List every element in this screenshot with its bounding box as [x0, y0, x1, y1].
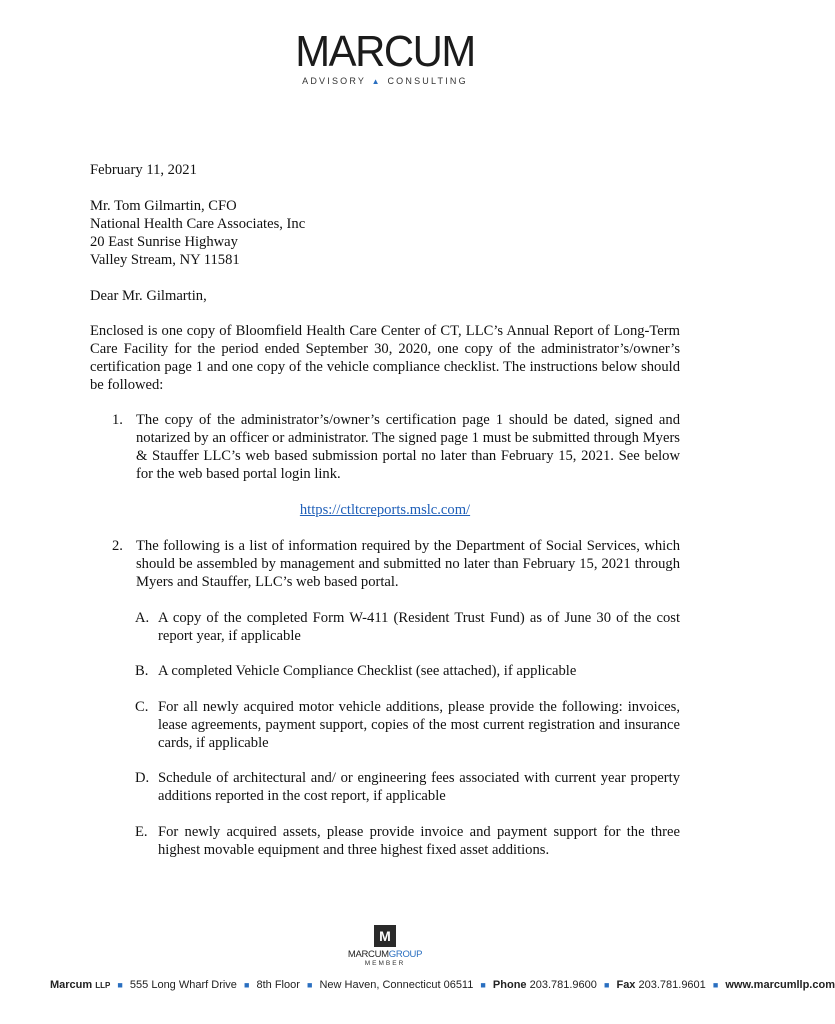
list-item-text: The copy of the administrator’s/owner’s certification page 1 should be dated, signed and notarized by an officer or administrator. The signed page 1 must be submitted through Myers & Stauffer LLC’s web based submission portal no later than February 15, 2021. See below for the web based portal login link.	[136, 412, 680, 482]
sub-item-label: E.	[135, 824, 148, 840]
sub-item-text: For all newly acquired motor vehicle additions, please provide the following: invoices, lease agreements, payment support, copies of the most current registration and insurance cards, if applicable	[158, 699, 680, 751]
bullet-icon: ■	[712, 980, 719, 990]
logo-wordmark: MARCUM	[295, 27, 475, 76]
bullet-icon: ■	[306, 980, 313, 990]
intro-paragraph: Enclosed is one copy of Bloomfield Health Care Center of CT, LLC’s Annual Report of Long-Term Care Facility for the period ended September 30, 2020, one copy of the administrator’s/owner’s certification page 1 and one copy of the vehicle compliance checklist. The instructions below should be followed:	[90, 323, 680, 393]
recipient-name: Mr. Tom Gilmartin, CFO	[90, 198, 237, 214]
recipient-company: National Health Care Associates, Inc	[90, 216, 306, 232]
portal-link[interactable]: https://ctltcreports.mslc.com/	[299, 502, 471, 518]
sub-item-label: B.	[135, 663, 149, 679]
sub-item	[135, 823, 680, 859]
marcum-group-logo	[340, 925, 430, 967]
list-item-text: The following is a list of information required by the Department of Social Services, which should be assembled by management and submitted no later than February 15, 2021 through Myers and Stauffer, LLC’s web based portal.	[136, 538, 680, 590]
footer-phone-label: Phone	[492, 979, 527, 991]
bullet-icon: ■	[480, 980, 486, 990]
sub-item-text: Schedule of architectural and/ or engineering fees associated with current year property additions reported in the cost report, if applicable	[158, 770, 680, 804]
sub-item-text: A copy of the completed Form W-411 (Resident Trust Fund) as of June 30 of the cost report year, if applicable	[158, 610, 680, 644]
tagline-consulting: CONSULTING	[387, 76, 468, 86]
sub-item-label: A.	[135, 610, 150, 626]
tagline-advisory: ADVISORY	[302, 76, 366, 86]
bullet-icon: ■	[243, 980, 250, 990]
sub-item	[135, 662, 680, 680]
recipient-street: 20 East Sunrise Highway	[90, 234, 238, 250]
sub-item	[135, 698, 680, 752]
footer-firm: Marcum	[50, 979, 93, 991]
salutation: Dear Mr. Gilmartin,	[90, 288, 207, 304]
group-member-label: MEMBER	[364, 960, 406, 967]
list-item	[112, 411, 680, 483]
footer-llp: LLP	[95, 981, 111, 990]
footer-floor: 8th Floor	[256, 979, 300, 991]
bullet-icon: ■	[603, 980, 610, 990]
footer-fax-label: Fax	[616, 979, 636, 991]
list-item-number: 2.	[112, 538, 123, 554]
footer-contact	[50, 979, 835, 991]
recipient-city: Valley Stream, NY 11581	[90, 252, 240, 268]
sub-item-text: A completed Vehicle Compliance Checklist (see attached), if applicable	[158, 663, 577, 679]
sub-item-label: C.	[135, 699, 149, 715]
bullet-icon: ■	[117, 980, 123, 990]
footer-fax: 203.781.9601	[638, 979, 706, 991]
sub-item	[135, 769, 680, 805]
footer-address: 555 Long Wharf Drive	[129, 979, 237, 991]
marcum-logo	[290, 27, 480, 86]
logo-tagline	[290, 76, 480, 86]
sub-item-label: D.	[135, 770, 150, 786]
footer-city: New Haven, Connecticut 06511	[319, 979, 474, 991]
list-item	[112, 537, 680, 591]
letter-date: February 11, 2021	[90, 162, 197, 178]
footer-phone: 203.781.9600	[529, 979, 597, 991]
recipient-address	[90, 197, 680, 269]
group-word-left: MARCUM	[347, 949, 389, 960]
triangle-icon: ▲	[371, 77, 382, 86]
group-wordmark	[340, 949, 430, 960]
list-item-number: 1.	[112, 412, 123, 428]
footer-website: www.marcumllp.com	[725, 979, 835, 991]
portal-link-row	[0, 501, 770, 519]
sub-item	[135, 609, 680, 645]
group-word-right: GROUP	[388, 949, 423, 960]
marcum-group-mark-icon: M	[374, 925, 396, 947]
sub-item-text: For newly acquired assets, please provide invoice and payment support for the three highest movable equipment and three highest fixed asset additions.	[158, 824, 680, 858]
